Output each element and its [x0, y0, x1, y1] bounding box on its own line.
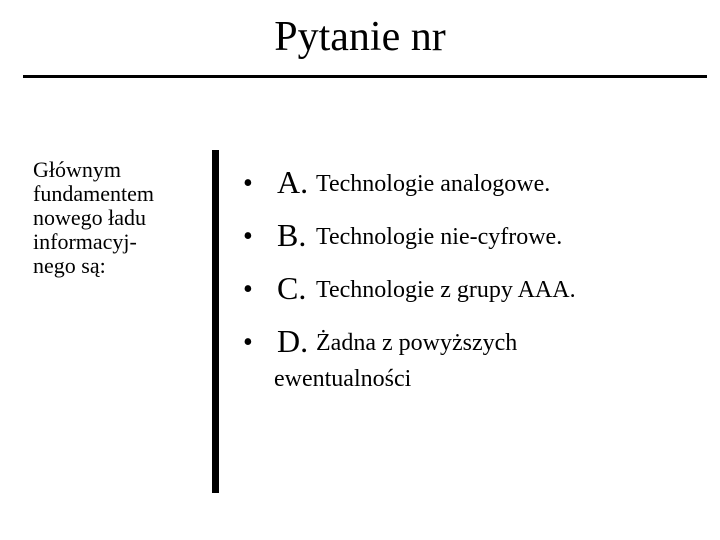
- question-line: Głównym: [33, 157, 121, 182]
- bullet-icon: •: [243, 221, 253, 252]
- question-line: nowego ładu: [33, 205, 147, 230]
- answer-option-d: [243, 319, 703, 399]
- answer-letter: D.: [277, 323, 309, 359]
- answer-option-a: [243, 160, 703, 213]
- question-line: fundamentem: [33, 181, 154, 206]
- slide-title: Pytanie nr: [274, 14, 446, 60]
- answer-text: [274, 325, 518, 397]
- question-line: informacyj-: [33, 229, 137, 254]
- bullet-icon: •: [243, 327, 253, 358]
- answer-letter: B.: [277, 217, 307, 253]
- title-rule: [23, 75, 707, 78]
- answer-letter: A.: [277, 164, 309, 200]
- bullet-icon: •: [243, 274, 253, 305]
- answer-text: Technologie analogowe.: [316, 171, 551, 197]
- answer-letter: C.: [277, 270, 307, 306]
- question-line: nego są:: [33, 253, 106, 278]
- answer-option-c: [243, 266, 703, 319]
- question-text: [33, 158, 203, 278]
- answer-text-line: Żadna z powyższych: [316, 330, 518, 356]
- answer-text-line: ewentualności: [274, 366, 412, 392]
- answer-text: Technologie z grupy AAA.: [316, 277, 576, 303]
- answer-list: [243, 160, 703, 399]
- vertical-divider: [212, 150, 219, 493]
- answer-text: Technologie nie-cyfrowe.: [316, 224, 563, 250]
- answer-option-b: [243, 213, 703, 266]
- bullet-icon: •: [243, 168, 253, 199]
